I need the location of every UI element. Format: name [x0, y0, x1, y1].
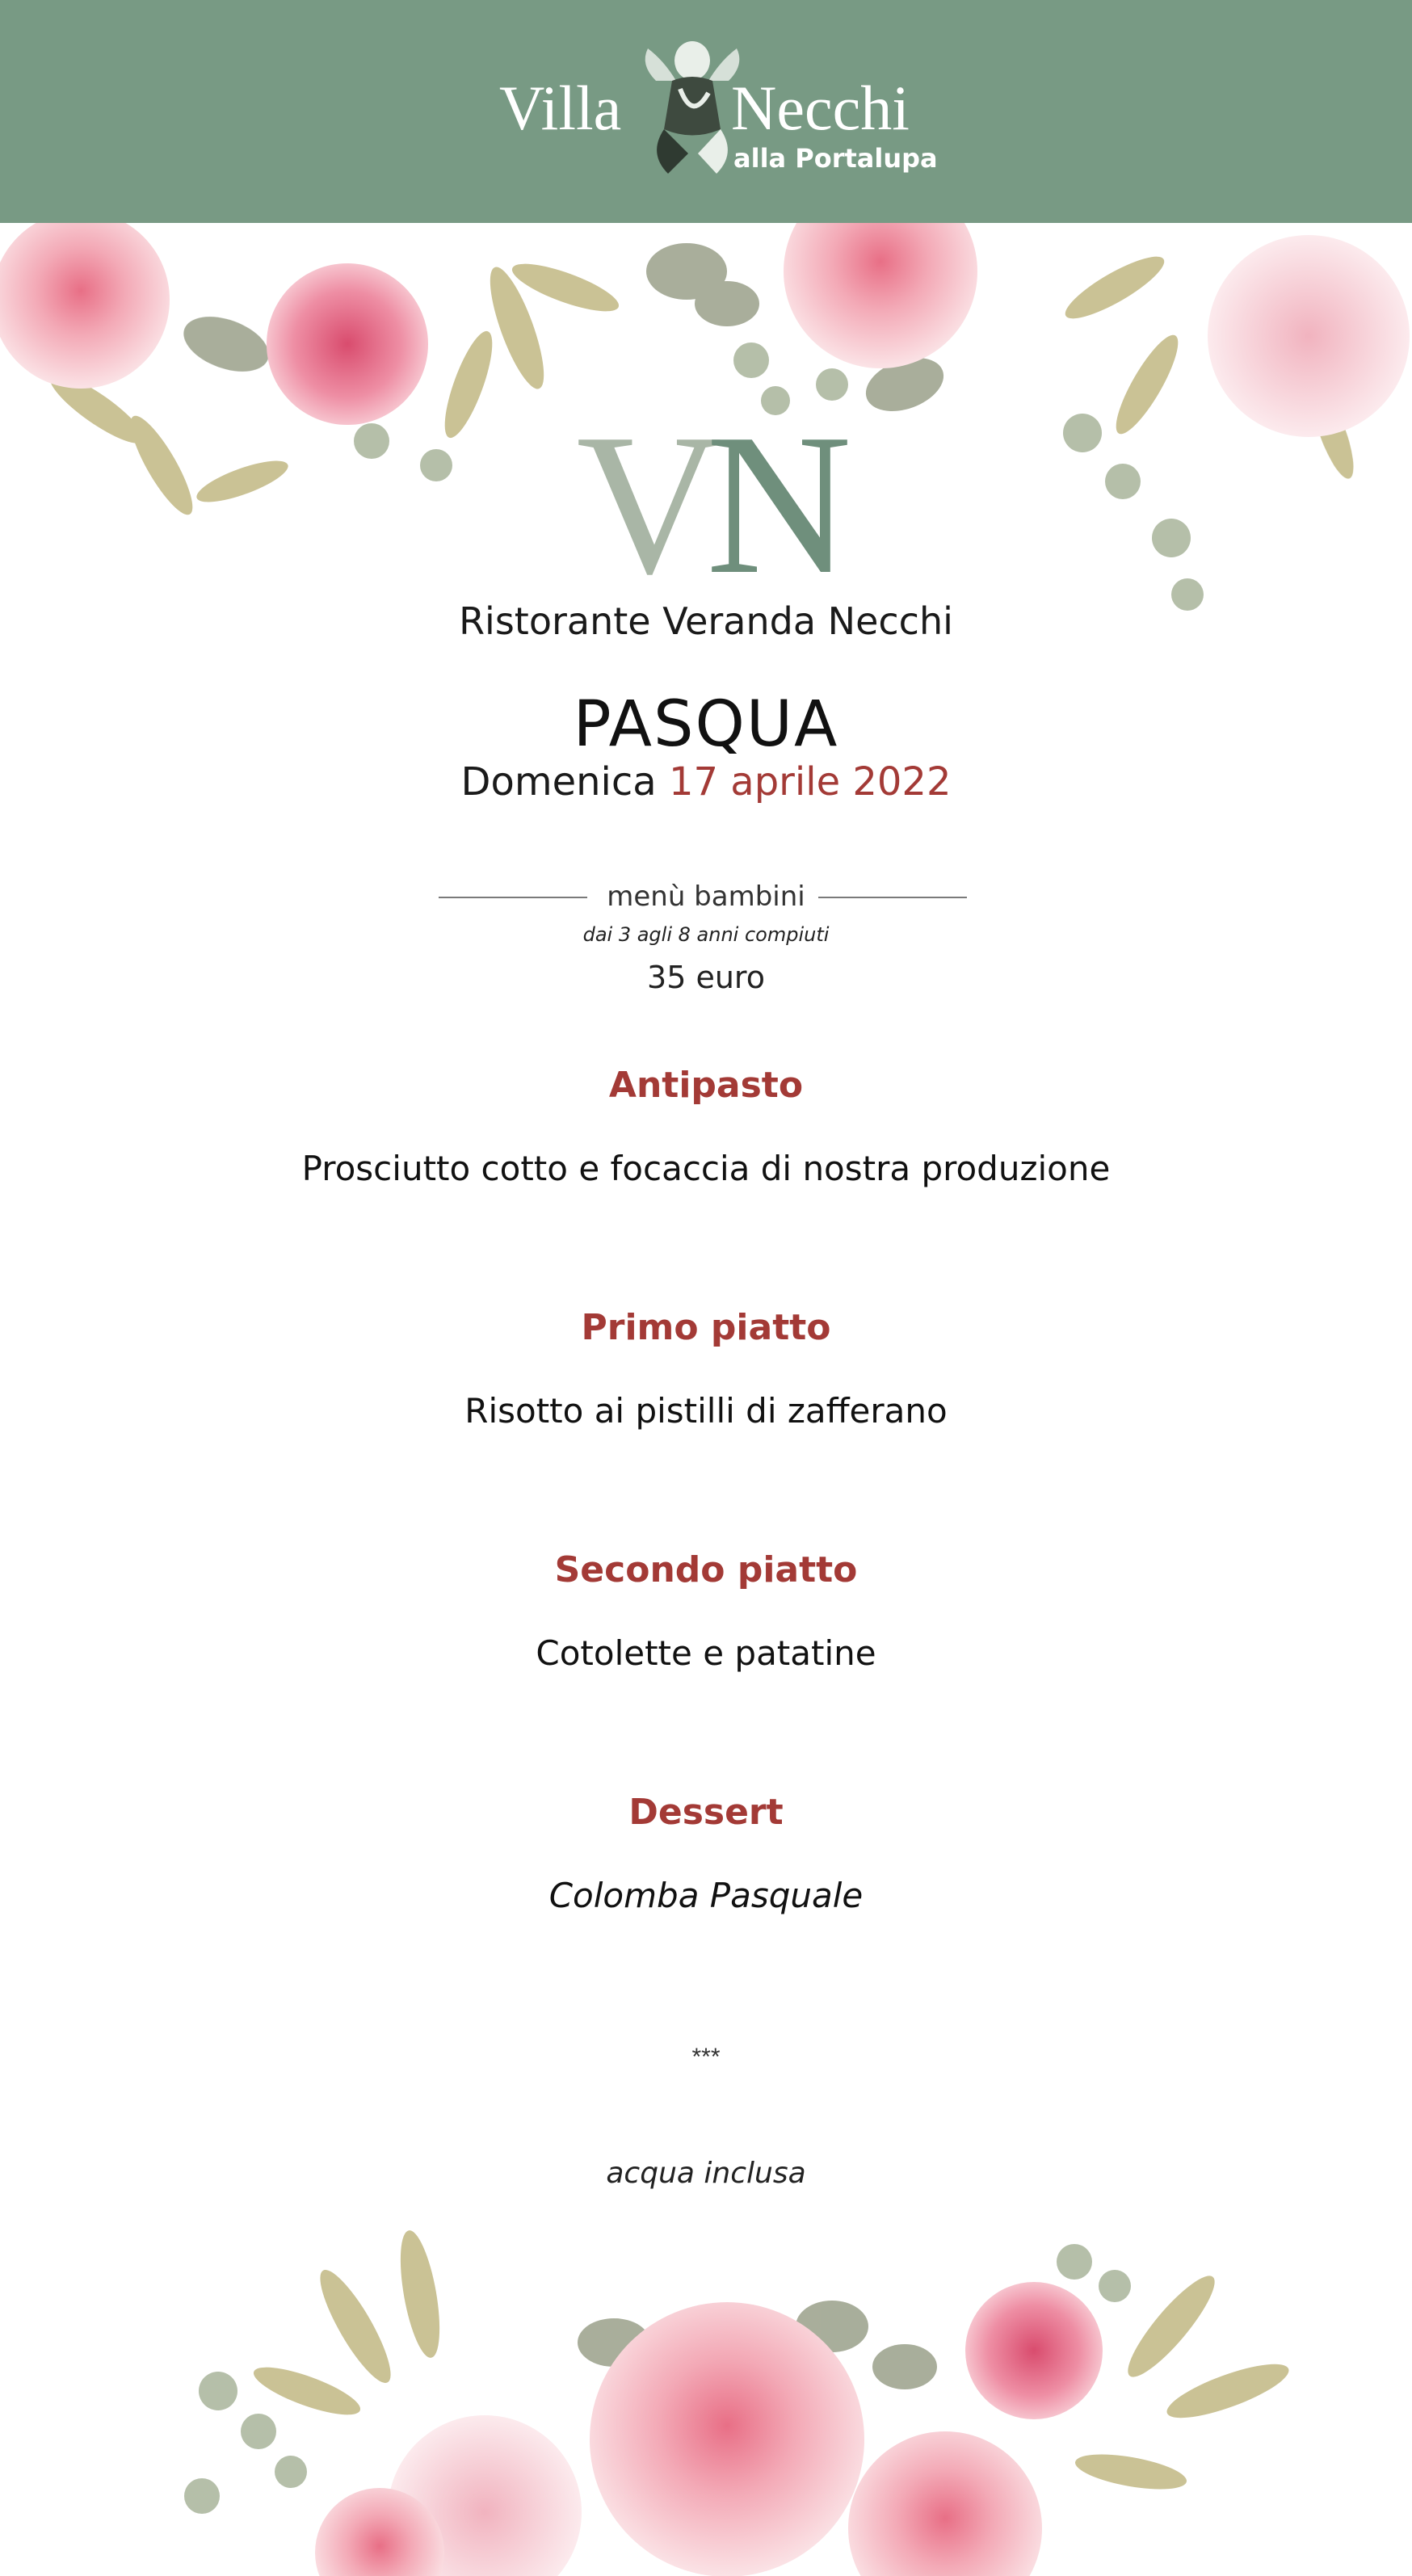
- course-title: Antipasto: [608, 1065, 804, 1106]
- floral-bottom-decoration: [0, 2229, 1412, 2576]
- water-included-note: acqua inclusa: [606, 2157, 806, 2190]
- event-day: Domenica: [460, 759, 657, 805]
- menu-ages: dai 3 agli 8 anni compiuti: [582, 923, 830, 946]
- menu-label: menù bambini: [607, 880, 805, 913]
- course-dish: Cotolette e patatine: [536, 1633, 876, 1673]
- event-date: [0, 759, 1412, 805]
- event-date-value: 17 aprile 2022: [668, 759, 952, 805]
- course-title: Dessert: [628, 1792, 784, 1833]
- header-banner: [0, 0, 1412, 223]
- course-dish: Prosciutto cotto e focaccia di nostra produzione: [301, 1149, 1111, 1188]
- menu-price: 35 euro: [647, 960, 765, 995]
- logo-name-right: Necchi: [731, 73, 910, 143]
- logo-name-left: Villa: [499, 73, 622, 143]
- event-title: PASQUA: [573, 688, 839, 761]
- monogram-v: V: [576, 393, 706, 616]
- course-dish: Risotto ai pistilli di zafferano: [464, 1391, 948, 1431]
- monogram-n: N: [706, 393, 836, 616]
- separator-stars: ***: [691, 2044, 721, 2070]
- villa-necchi-logo: [0, 0, 1412, 223]
- course-title: Primo piatto: [581, 1307, 831, 1348]
- course-dish: Colomba Pasquale: [548, 1876, 864, 1915]
- course-title: Secondo piatto: [554, 1549, 858, 1591]
- logo-subtitle: alla Portalupa: [733, 143, 938, 174]
- vn-monogram: [0, 393, 1412, 616]
- restaurant-name: Ristorante Veranda Necchi: [459, 599, 953, 643]
